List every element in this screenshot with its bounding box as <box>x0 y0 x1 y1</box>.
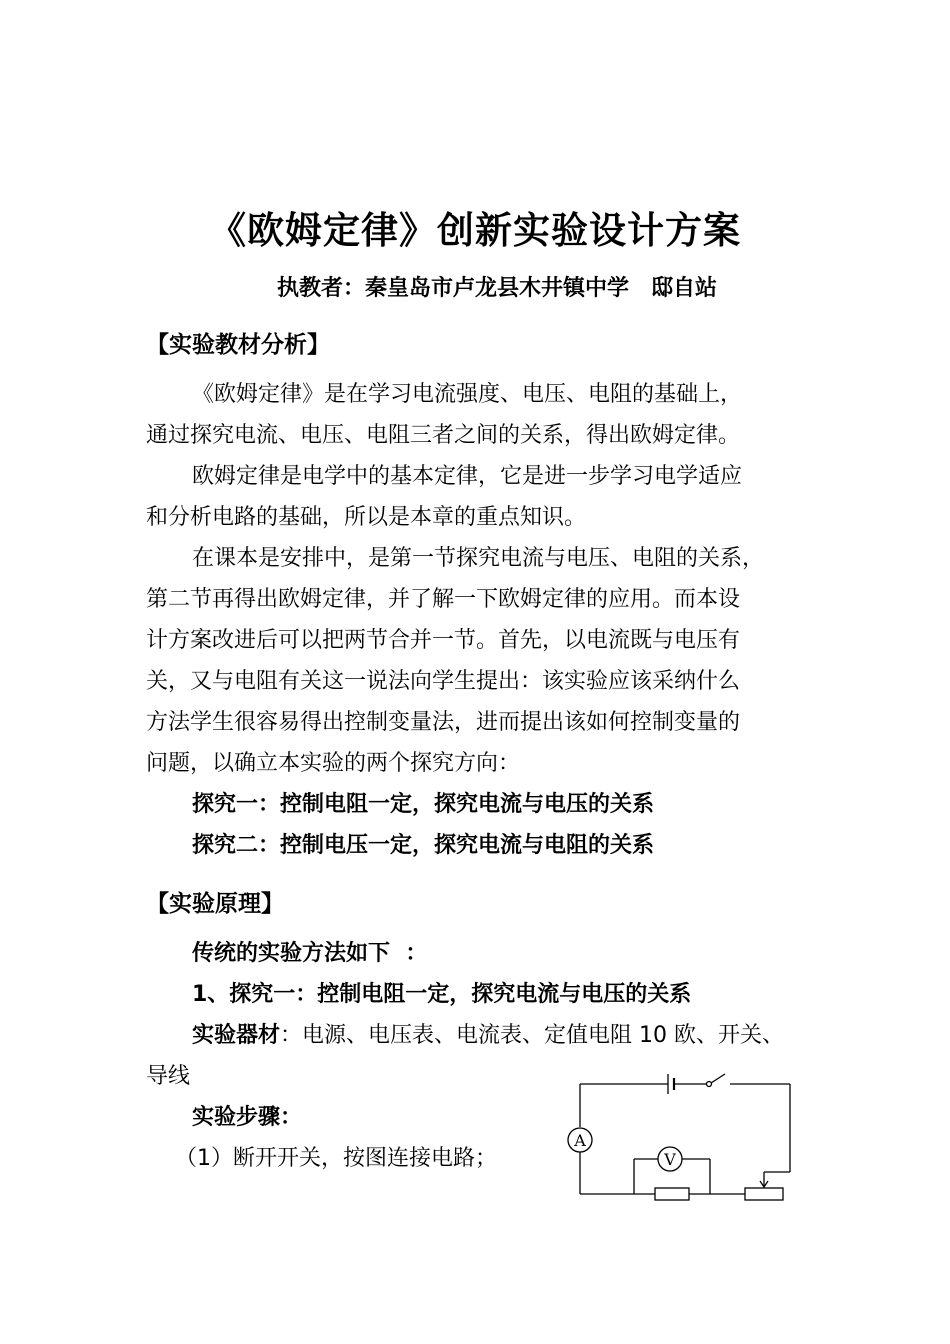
paragraph-line: 在课本是安排中，是第一节探究电流与电压、电阻的关系， <box>192 546 765 571</box>
item-one: 1、探究一：控制电阻一定，探究电流与电压的关系 <box>192 982 692 1007</box>
explore-one: 探究一：控制电阻一定，探究电流与电压的关系 <box>192 792 655 817</box>
switch-contact <box>707 1082 712 1087</box>
document-title: 《欧姆定律》创新实验设计方案 <box>209 209 741 252</box>
paragraph-line: 欧姆定律是电学中的基本定律，它是进一步学习电学适应 <box>192 464 743 489</box>
ammeter-label: A <box>574 1131 586 1150</box>
equipment-text: ：电源、电压表、电流表、定值电阻 10 欧、开关、 <box>280 1023 784 1048</box>
rheostat-symbol <box>745 1188 783 1200</box>
steps-label: 实验步骤： <box>192 1105 303 1130</box>
paragraph-line: 通过探究电流、电压、电阻三者之间的关系，得出欧姆定律。 <box>146 423 741 448</box>
traditional-method: 传统的实验方法如下 ： <box>192 941 428 966</box>
circuit-diagram <box>560 1062 810 1212</box>
paragraph-line: 《欧姆定律》是在学习电流强度、电压、电阻的基础上， <box>192 382 743 407</box>
author-line: 执教者：秦皇岛市卢龙县木井镇中学 邸自站 <box>277 276 718 301</box>
resistor-symbol <box>655 1188 689 1200</box>
equipment-label: 实验器材 <box>192 1023 281 1048</box>
paragraph-line: 第二节再得出欧姆定律，并了解一下欧姆定律的应用。而本设 <box>146 587 741 612</box>
equipment-continuation: 导线 <box>146 1064 191 1089</box>
paragraph-line: 方法学生很容易得出控制变量法，进而提出该如何控制变量的 <box>146 710 741 735</box>
voltmeter-label: V <box>664 1150 676 1169</box>
equipment-line <box>192 1021 784 1051</box>
step-one: （1）断开开关，按图连接电路； <box>175 1146 497 1171</box>
switch-blade <box>711 1074 725 1083</box>
section-heading-analysis: 【实验教材分析】 <box>146 332 330 358</box>
paragraph-line: 问题，以确立本实验的两个探究方向： <box>146 751 521 776</box>
explore-two: 探究二：控制电压一定，探究电流与电阻的关系 <box>192 833 655 858</box>
section-heading-principle: 【实验原理】 <box>146 891 284 917</box>
paragraph-line: 计方案改进后可以把两节合并一节。首先，以电流既与电压有 <box>146 628 741 653</box>
paragraph-line: 和分析电路的基础，所以是本章的重点知识。 <box>146 505 587 530</box>
paragraph-line: 关，又与电阻有关这一说法向学生提出：该实验应该采纳什么 <box>146 669 741 694</box>
